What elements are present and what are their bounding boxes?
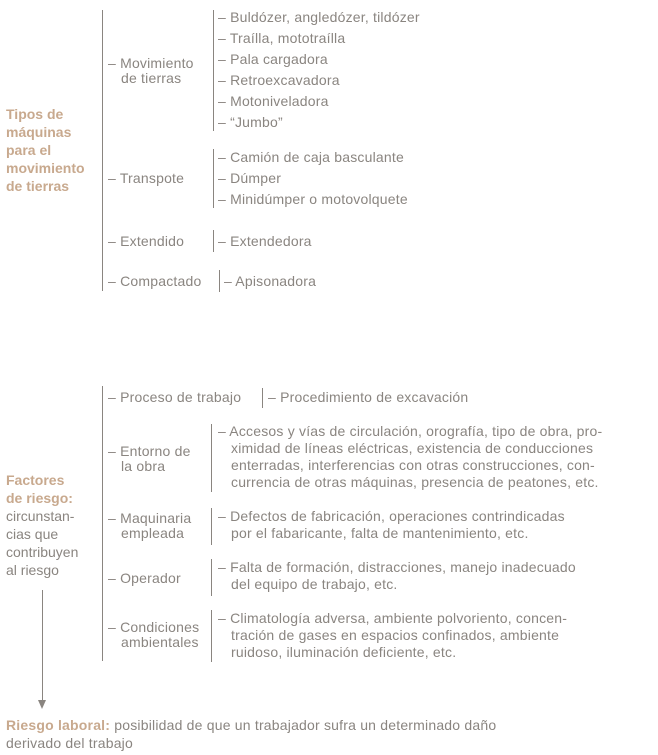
- leaf-item: – Motoniveladora: [218, 93, 329, 109]
- branch-label: empleada: [121, 525, 185, 541]
- branch-transpote: – Transpote: [108, 170, 185, 186]
- root-line: cias que: [6, 526, 59, 542]
- leaf-item: – Apisonadora: [224, 273, 317, 289]
- leaf-line: ximidad de líneas eléctricas, existencia de conducciones: [231, 440, 594, 456]
- leaf-line: por el fabaricante, falta de mantenimiento, etc.: [231, 525, 529, 541]
- result-definition: derivado del trabajo: [6, 735, 133, 751]
- result-definition: posibilidad de que un trabajador sufra un determinado daño: [110, 717, 497, 733]
- leaf-item: – Minidúmper o motovolquete: [218, 191, 408, 207]
- leaf-list: [218, 7, 420, 133]
- branch-compactado: – Compactado: [108, 273, 202, 289]
- branch-movimiento-de-tierras: [108, 56, 194, 86]
- bracket-main: [102, 10, 103, 291]
- bracket-branch: [213, 230, 214, 252]
- root-line: de tierras: [6, 178, 70, 194]
- branch-label: ambientales: [121, 634, 199, 650]
- root-line: al riesgo: [6, 562, 59, 578]
- branch-condiciones-ambientales: [108, 620, 199, 650]
- leaf-text: [218, 559, 576, 593]
- leaf-line: – Falta de formación, distracciones, manejo inadecuado: [218, 559, 576, 575]
- bracket-branch: [211, 424, 212, 492]
- leaf-item: – Dúmper: [218, 170, 282, 186]
- leaf-item: – Buldózer, angledózer, tildózer: [218, 9, 420, 25]
- bracket-branch: [211, 508, 212, 545]
- leaf-line: – Defectos de fabricación, operaciones contrindicadas: [218, 508, 565, 524]
- leaf-item: – Extendedora: [218, 233, 312, 249]
- leaf-item: – “Jumbo”: [218, 114, 283, 130]
- leaf-line: – Climatología adversa, ambiente polvoriento, concen-: [218, 610, 568, 626]
- down-arrow-icon: [38, 700, 46, 709]
- leaf-item: – Retroexcavadora: [218, 72, 340, 88]
- branch-label: – Maquinaria: [108, 510, 192, 526]
- root-line: para el: [6, 142, 52, 158]
- bracket-branch: [219, 270, 220, 292]
- root-line: movimiento: [6, 160, 85, 176]
- leaf-item: – Camión de caja basculante: [218, 149, 404, 165]
- branch-label: de tierras: [121, 70, 182, 86]
- bracket-branch: [262, 388, 263, 408]
- root-line: máquinas: [6, 124, 72, 140]
- result-riesgo-laboral: [6, 716, 496, 752]
- bracket-branch: [213, 149, 214, 208]
- branch-proceso-de-trabajo: – Proceso de trabajo: [108, 389, 242, 405]
- leaf-line: – Accesos y vías de circulación, orografía, tipo de obra, pro-: [218, 423, 603, 439]
- branch-operador: – Operador: [108, 570, 181, 586]
- root-line: Factores: [6, 472, 65, 488]
- root-line: contribuyen: [6, 544, 79, 560]
- leaf-line: currencia de otras máquinas, presencia de peatones, etc.: [231, 474, 599, 490]
- leaf-list: [218, 147, 408, 210]
- leaf-item: – Procedimiento de excavación: [268, 389, 469, 405]
- root-node-risk-factors: [6, 471, 78, 579]
- leaf-line: enterradas, interferencias con otras construcciones, con-: [231, 457, 595, 473]
- leaf-line: tración de gases en espacios confinados, ambiente: [231, 627, 560, 643]
- root-node-machine-types: [6, 105, 85, 195]
- bracket-branch: [213, 10, 214, 131]
- branch-label: – Condiciones: [108, 619, 200, 635]
- leaf-text: [218, 610, 567, 661]
- root-line: de riesgo:: [6, 490, 73, 506]
- root-line: circunstan-: [6, 508, 75, 524]
- leaf-text: [218, 508, 565, 542]
- branch-label: la obra: [121, 458, 166, 474]
- bracket-main: [102, 386, 103, 661]
- leaf-line: ruidoso, iluminación deficiente, etc.: [231, 644, 457, 660]
- branch-label: – Entorno de: [108, 443, 191, 459]
- branch-entorno-de-la-obra: [108, 444, 191, 474]
- bracket-branch: [211, 610, 212, 662]
- root-line: Tipos de: [6, 106, 64, 122]
- branch-label: – Movimiento: [108, 55, 194, 71]
- leaf-item: – Pala cargadora: [218, 51, 328, 67]
- bracket-branch: [211, 559, 212, 596]
- leaf-text: [218, 423, 602, 491]
- down-arrow-line: [42, 590, 43, 701]
- result-term: Riesgo laboral:: [6, 717, 111, 733]
- leaf-line: del equipo de trabajo, etc.: [231, 576, 398, 592]
- branch-extendido: – Extendido: [108, 233, 185, 249]
- leaf-item: – Traílla, mototraílla: [218, 30, 346, 46]
- branch-maquinaria-empleada: [108, 511, 191, 541]
